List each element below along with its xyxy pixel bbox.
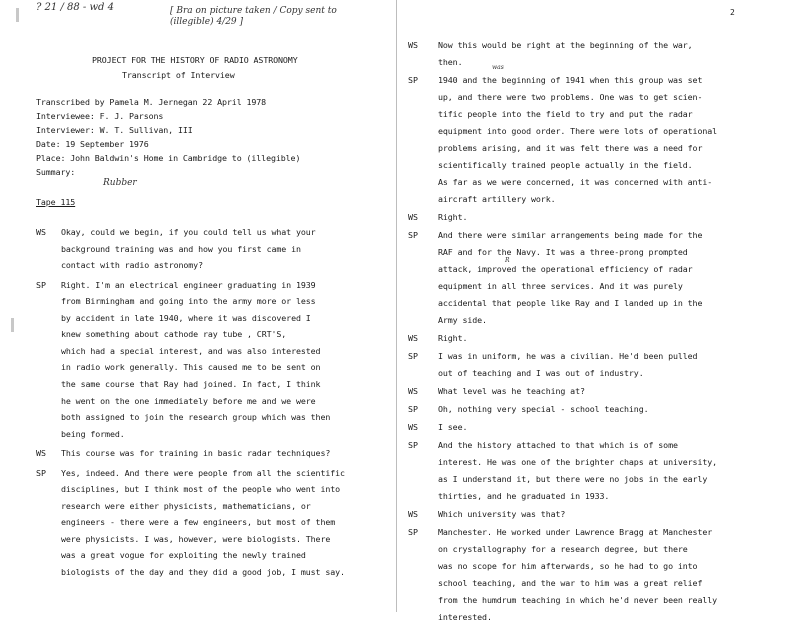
speaker-label: SP (36, 467, 46, 478)
handwritten-note: [ Bra on picture taken / Copy sent to (illegible) 4/29 ] (170, 6, 337, 27)
transcript-line: Yes, indeed. And there were people from all the scientific (61, 467, 345, 478)
transcript-line: contact with radio astronomy? (61, 260, 203, 271)
transcript-line: from the humdrum teaching in which he'd never been really (438, 595, 718, 605)
transcript-line: scientifically trained people actually in the field. (438, 160, 693, 170)
tape-label: Tape 115 (36, 197, 76, 207)
metadata-line: Interviewee: F. J. Parsons (36, 111, 164, 121)
transcript-line: the same course that Ray had joined. In fact, I think (61, 378, 321, 389)
transcript-line: on crystallography for a research degree, but there (438, 544, 688, 554)
transcript-line: background training was and how you first came in (61, 243, 301, 254)
speaker-label: WS (408, 333, 418, 343)
speaker-label: SP (36, 279, 46, 290)
transcript-line: Right. I'm an electrical engineer graduating in 1939 (61, 279, 316, 290)
transcript-line: equipment in all three services. And it was purely (438, 281, 683, 291)
transcript-line: attack, improved the operational efficiency of radar (438, 264, 693, 274)
transcript-line: Okay, could we begin, if you could tell us what your (61, 227, 316, 237)
punch-mark (11, 318, 14, 332)
transcript-line: he went on the one immediately before me and we were (61, 395, 316, 406)
metadata-line: Transcribed by Pamela M. Jernegan 22 April 1978 (36, 97, 267, 107)
speaker-label: SP (408, 75, 418, 85)
transcript-line: problems arising, and it was felt there was a need for (438, 143, 703, 153)
metadata-line: Place: John Baldwin's Home in Cambridge to (illegible) (36, 153, 301, 163)
transcript-line: aircraft artillery work. (438, 194, 556, 204)
transcript-line: accidental that people like Ray and I landed up in the (438, 298, 703, 308)
transcript-line: in radio work generally. This caused me to be sent on (61, 362, 321, 373)
page-number: 2 (730, 8, 735, 17)
transcript-line: I was in uniform, he was a civilian. He'd been pulled (438, 351, 698, 361)
handwritten-note: ? 21 / 88 - wd 4 (36, 2, 114, 13)
transcript-line: Right. (438, 212, 468, 222)
speaker-label: SP (408, 440, 418, 450)
transcript-line: were physicists. I was, however, were biologists. There (61, 533, 331, 544)
speaker-label: WS (36, 448, 46, 459)
transcript-line: thirties, and he graduated in 1933. (438, 491, 610, 501)
transcript-line: This course was for training in basic radar techniques? (61, 448, 331, 459)
transcript-line: knew something about cathode ray tube , CRT'S, (61, 329, 287, 340)
transcript-line: And the history attached to that which is of some (438, 440, 678, 450)
speaker-label: WS (408, 40, 418, 50)
transcript-line: And there were similar arrangements being made for the (438, 230, 703, 240)
transcript-line: out of teaching and I was out of industry. (438, 368, 644, 378)
handwritten-insert: was (492, 64, 504, 71)
speaker-label: SP (408, 230, 418, 240)
transcript-line: Army side. (438, 315, 487, 325)
transcript-line: Now this would be right at the beginning of the war, (438, 40, 693, 50)
transcript-line: then. (438, 57, 463, 67)
transcript-line: Right. (438, 333, 468, 343)
transcript-line: biologists of the day and they did a good job, I must say. (61, 567, 345, 577)
right-page (396, 0, 792, 622)
transcript-subtitle: Transcript of Interview (122, 70, 235, 80)
transcript-line: from Birmingham and going into the army more or less (61, 296, 316, 307)
transcript-line: being formed. (61, 428, 125, 439)
transcript-line: was no scope for him afterwards, so he had to go into (438, 561, 698, 571)
transcript-line: research were either physicists, mathematicians, or (61, 500, 311, 511)
metadata-line: Date: 19 September 1976 (36, 139, 149, 149)
transcript-line: disciplines, but I think most of the people who went into (61, 484, 341, 495)
transcript-line: interested. (438, 612, 492, 622)
transcript-title: PROJECT FOR THE HISTORY OF RADIO ASTRONOMY (92, 55, 298, 65)
left-page (0, 0, 396, 612)
transcript-line: up, and there were two problems. One was to get scien- (438, 92, 703, 102)
metadata-line: Summary: (36, 167, 76, 177)
transcript-line: both assigned to join the research group which was then (61, 412, 331, 423)
punch-mark (16, 8, 19, 22)
transcript-line: tific people into the field to try and put the radar (438, 109, 693, 119)
handwritten-insert: R (505, 257, 510, 264)
handwritten-note: Rubber (103, 178, 137, 188)
transcript-line: As far as we were concerned, it was concerned with anti- (438, 177, 713, 187)
transcript-line: as I understand it, but there were no jobs in the early (438, 474, 708, 484)
transcript-line: Oh, nothing very special - school teaching. (438, 404, 649, 414)
speaker-label: WS (408, 509, 418, 519)
speaker-label: WS (36, 227, 46, 237)
speaker-label: WS (408, 422, 418, 432)
speaker-label: WS (408, 386, 418, 396)
transcript-line: I see. (438, 422, 468, 432)
transcript-line: engineers - there were a few engineers, but most of them (61, 517, 336, 528)
transcript-line: equipment into good order. There were lots of operational (438, 126, 718, 136)
transcript-line: What level was he teaching at? (438, 386, 585, 396)
transcript-line: Manchester. He worked under Lawrence Bragg at Manchester (438, 527, 713, 537)
transcript-line: which had a special interest, and was also interested (61, 345, 321, 356)
transcript-line: RAF and for the Navy. It was a three-prong prompted (438, 247, 688, 257)
metadata-line: Interviewer: W. T. Sullivan, III (36, 125, 193, 135)
transcript-line: interest. He was one of the brighter chaps at university, (438, 457, 718, 467)
transcript-line: Which university was that? (438, 509, 566, 519)
transcript-line: 1940 and the beginning of 1941 when this group was set (438, 75, 703, 85)
transcript-line: school teaching, and the war to him was a great relief (438, 578, 703, 588)
transcript-line: by accident in late 1940, where it was discovered I (61, 312, 311, 323)
speaker-label: SP (408, 404, 418, 414)
transcript-line: was a great vogue for exploiting the newly trained (61, 550, 306, 561)
speaker-label: SP (408, 527, 418, 537)
speaker-label: WS (408, 212, 418, 222)
speaker-label: SP (408, 351, 418, 361)
